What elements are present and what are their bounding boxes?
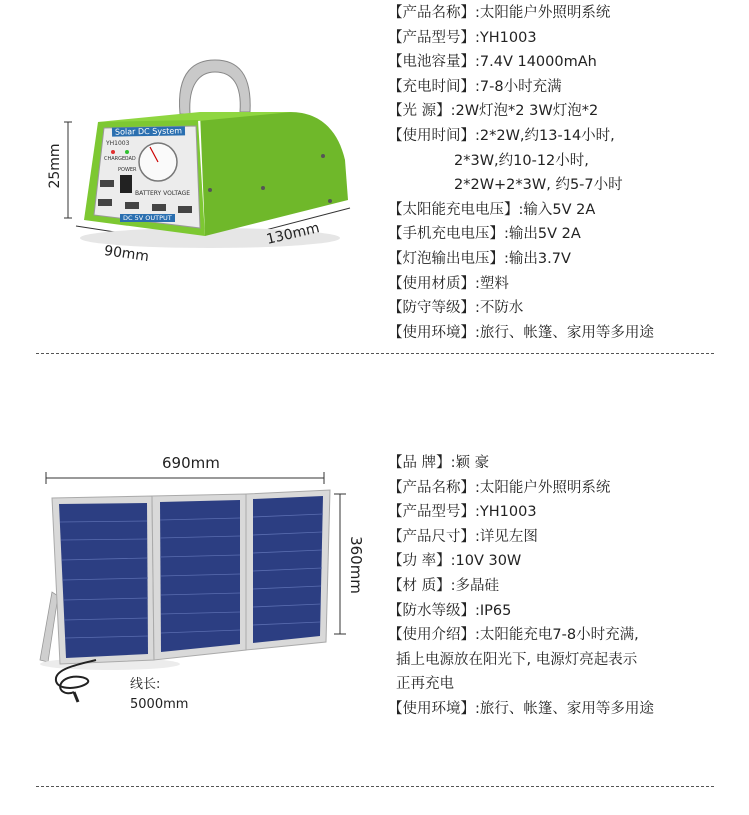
section-divider-bottom [36,786,714,787]
spec-use-time-line3: 2*2W+2*3W, 约5-7小时 [454,177,623,194]
box-panel-model: YH1003 [106,140,130,147]
box-panel-title: Solar DC System [112,126,185,136]
box-dim-width: 90mm [103,242,150,266]
spec-phone-charge-voltage: 【手机充电电压】:输出5V 2A [388,226,581,243]
spec-product-name: 【产品名称】:太阳能户外照明系统 [388,479,611,496]
spec-usage-intro-line3: 正再充电 [396,676,454,693]
box-dim-depth: 130mm [264,220,322,248]
spec-protection-level: 【防守等级】:不防水 [388,300,524,317]
spec-product-name: 【产品名称】:太阳能户外照明系统 [388,5,611,21]
box-led-charge-label: CHARGE [104,156,126,162]
spec-environment: 【使用环境】:旅行、帐篷、家用等多用途 [388,324,654,341]
cable-label-value: 5000mm [130,697,189,712]
spec-model: 【产品型号】:YH1003 [388,29,537,46]
box-power-label: POWER [118,167,137,173]
spec-use-time: 【使用时间】:2*2W,约13-14小时, [388,127,615,144]
box-output-label: DC 5V OUTPUT [120,214,175,222]
spec-waterproof-level: 【防水等级】:IP65 [388,602,512,619]
spec-use-time-line2: 2*3W,约10-12小时, [454,152,589,169]
spec-light-source: 【光 源】:2W灯泡*2 3W灯泡*2 [388,103,599,120]
spec-usage-intro: 【使用介绍】:太阳能充电7-8小时充满, [388,627,639,644]
box-led-load-label: LOAD [122,156,136,162]
panel-dim-height: 360mm [347,536,365,594]
box-dim-height: 25mm [47,143,63,189]
spec-material: 【使用材质】:塑料 [388,275,509,292]
spec-brand: 【品 牌】:颖 豪 [388,455,490,471]
spec-model: 【产品型号】:YH1003 [388,504,537,521]
spec-usage-intro-line2: 插上电源放在阳光下, 电源灯亮起表示 [396,651,638,668]
spec-charge-time: 【充电时间】:7-8小时充满 [388,78,562,95]
spec-power: 【功 率】:10V 30W [388,553,522,570]
spec-battery-capacity: 【电池容量】:7.4V 14000mAh [388,54,597,71]
panel-dim-width: 690mm [162,454,220,472]
spec-material: 【材 质】:多晶硅 [388,577,499,594]
box-meter-label: BATTERY VOLTAGE [135,190,191,197]
spec-bulb-output-voltage: 【灯泡输出电压】:输出3.7V [388,250,571,267]
cable-length-label [130,675,188,715]
spec-environment: 【使用环境】:旅行、帐篷、家用等多用途 [388,700,654,717]
cable-label-title: 线长: [130,677,161,692]
spec-list-solar-panel [388,451,654,722]
spec-solar-charge-voltage: 【太阳能充电电压】:输入5V 2A [388,201,596,218]
spec-size: 【产品尺寸】:详见左图 [388,528,538,545]
